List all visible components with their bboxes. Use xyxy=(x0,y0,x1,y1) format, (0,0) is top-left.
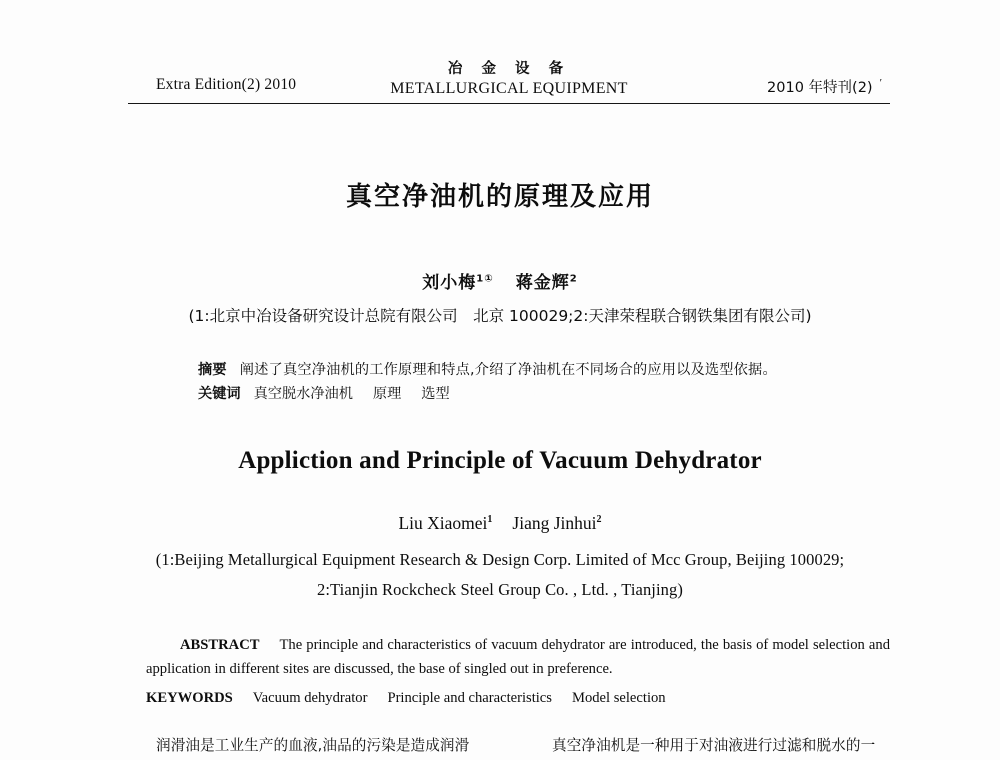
keywords-english xyxy=(146,686,890,710)
author-english-2-superscript: 2 xyxy=(596,514,602,526)
body-column-right: 真空净油机是一种用于对油液进行过滤和脱水的一 xyxy=(552,737,876,754)
keywords-chinese-label: 关键词 xyxy=(198,386,241,402)
abstract-chinese-text: 阐述了真空净油机的工作原理和特点,介绍了净油机在不同场合的应用以及选型依据。 xyxy=(239,362,777,378)
header-divider xyxy=(128,103,890,104)
author-chinese-1: 刘小梅 xyxy=(422,273,477,293)
abstract-chinese-label: 摘要 xyxy=(198,362,227,378)
affiliation-english-line2: 2:Tianjin Rockcheck Steel Group Co. , Ltd. , Tianjing) xyxy=(317,580,683,599)
page-title-chinese: 真空净油机的原理及应用 xyxy=(345,182,654,212)
author-english-1-superscript: 1 xyxy=(487,514,493,526)
journal-name-chinese: 冶 金 设 备 xyxy=(447,61,571,77)
keyword-chinese-2: 原理 xyxy=(372,386,402,402)
running-head xyxy=(128,62,890,102)
affiliation-chinese: (1:北京中冶设备研究设计总院有限公司 北京 100029;2:天津荣程联合钢铁集团有限公司) xyxy=(188,307,812,325)
keyword-chinese-3: 选型 xyxy=(421,386,450,402)
keyword-chinese-1: 真空脱水净油机 xyxy=(253,386,353,402)
running-head-right xyxy=(767,76,882,97)
keywords-english-label: KEYWORDS xyxy=(146,690,233,706)
journal-name-english: METALLURGICAL EQUIPMENT xyxy=(390,80,628,97)
author-chinese-1-superscript: 1① xyxy=(476,273,494,285)
authors-chinese xyxy=(0,268,1000,293)
author-chinese-2: 蒋金辉 xyxy=(515,273,570,293)
abstract-chinese xyxy=(198,358,838,382)
page-mark: ′ xyxy=(879,76,882,89)
keywords-chinese xyxy=(198,382,838,406)
affiliation-english-line1: (1:Beijing Metallurgical Equipment Research & Design Corp. Limited of Mcc Group, Beijing 100029; xyxy=(155,550,845,569)
keyword-english-2: Principle and characteristics xyxy=(387,690,552,706)
page-title-english: Appliction and Principle of Vacuum Dehydrator xyxy=(238,447,762,474)
issue-label: 2010 年特刊(2) xyxy=(767,80,873,96)
keyword-english-1: Vacuum dehydrator xyxy=(252,690,368,706)
keyword-english-3: Model selection xyxy=(571,690,666,706)
running-head-left: Extra Edition(2) 2010 xyxy=(156,76,297,93)
author-english-2: Jiang Jinhui xyxy=(512,513,597,533)
author-chinese-2-superscript: 2 xyxy=(569,273,578,285)
abstract-english-text: The principle and characteristics of vacuum dehydrator are introduced, the basis of model selection and application in different sites are discussed, the base of singled out in preference. xyxy=(146,637,890,677)
authors-english xyxy=(0,513,1000,534)
abstract-english-label: ABSTRACT xyxy=(180,637,260,653)
body-columns xyxy=(128,734,890,758)
abstract-english xyxy=(146,633,890,681)
body-column-left: 润滑油是工业生产的血液,油品的污染是造成润滑 xyxy=(156,737,470,754)
author-english-1: Liu Xiaomei xyxy=(398,513,488,533)
